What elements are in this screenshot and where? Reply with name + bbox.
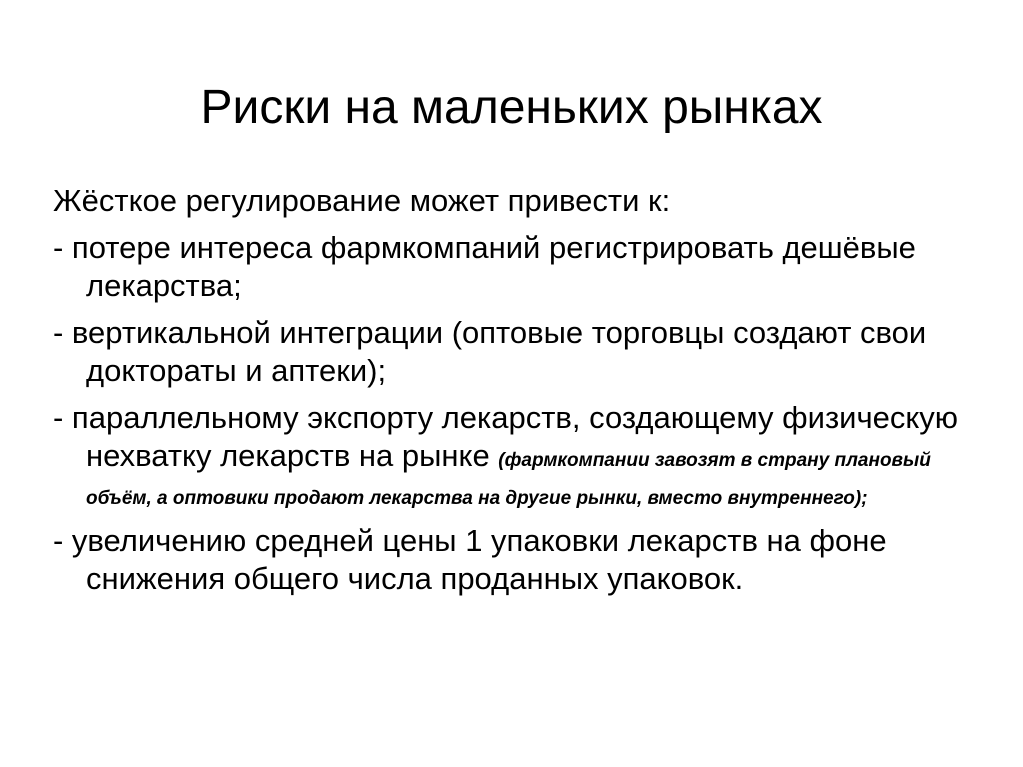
slide-body [53,182,993,607]
bullet-item-3 [53,399,993,513]
bullet-item-text: - потере интереса фармкомпаний регистрировать дешёвые лекарства; [53,230,916,303]
bullet-item-text: - параллельному экспорту лекарств, создающему физическую нехватку лекарств на рынке [53,400,959,473]
intro-text: Жёсткое регулирование может привести к: [53,183,671,218]
bullet-item-2 [53,314,993,390]
slide-title: Риски на маленьких рынках [200,81,823,134]
bullet-item-note: (фармкомпании завозят в страну плановый объём, а оптовики продают лекарства на другие рынки, вместо внутреннего); [86,450,931,509]
bullet-item-4 [53,522,993,598]
bullet-item-1 [53,229,993,305]
bullet-item-text: - вертикальной интеграции (оптовые торговцы создают свои доктораты и аптеки); [53,315,927,388]
bullet-item-text: - увеличению средней цены 1 упаковки лекарств на фоне снижения общего числа проданных упаковок. [53,523,887,596]
